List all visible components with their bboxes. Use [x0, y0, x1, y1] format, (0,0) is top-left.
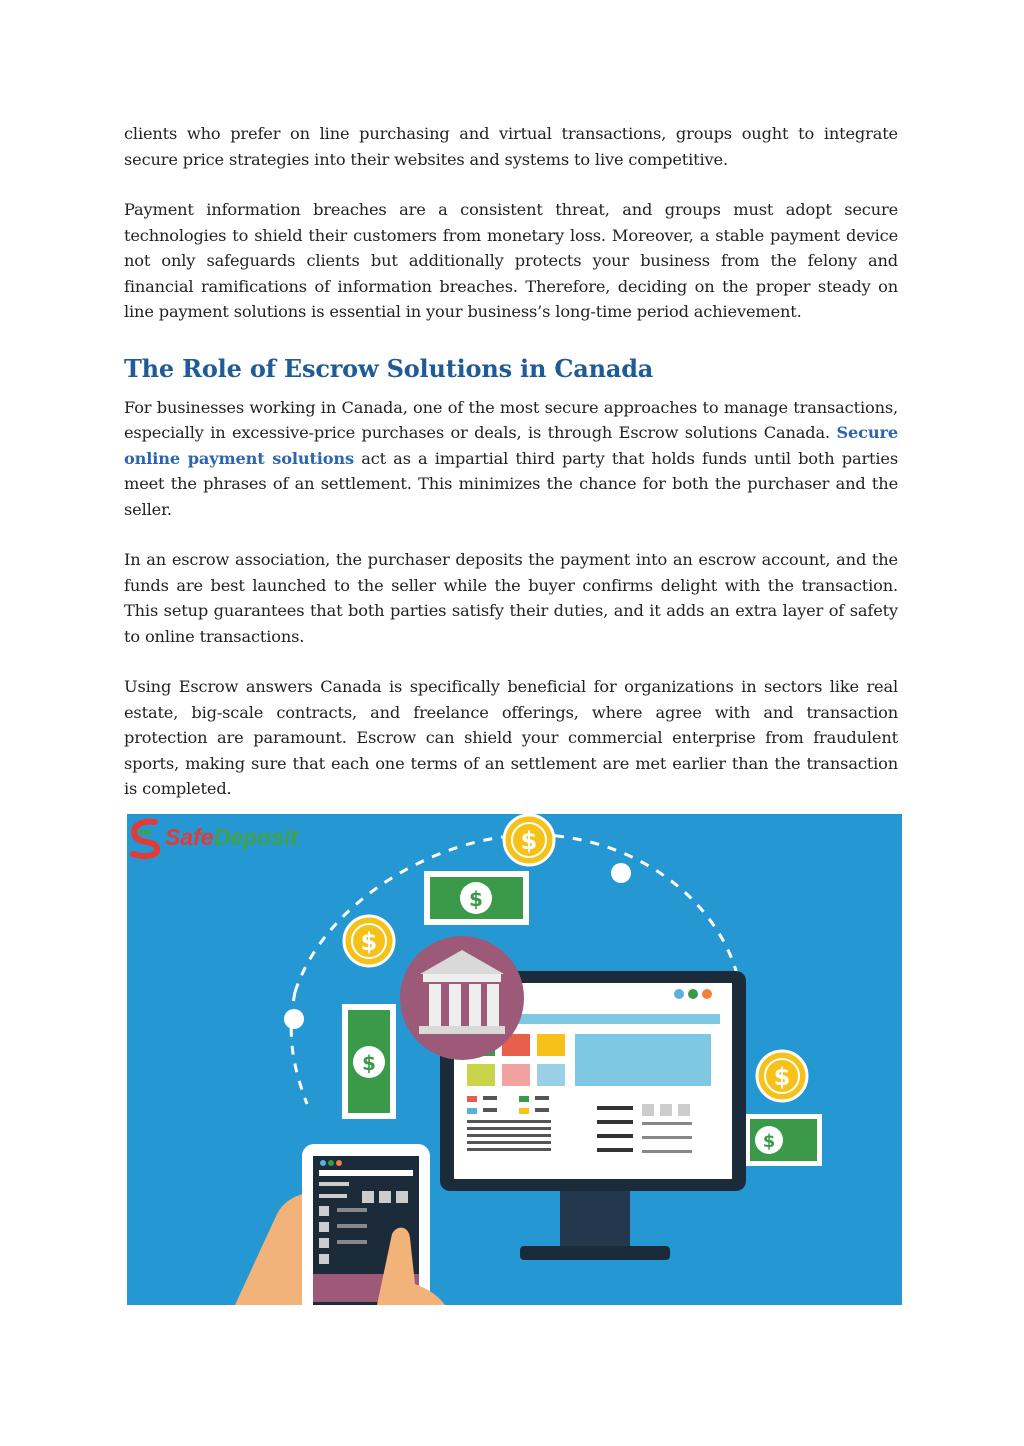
banknote-icon: [342, 1004, 396, 1119]
article-body: [124, 121, 898, 802]
section-heading: The Role of Escrow Solutions in Canada: [124, 353, 654, 383]
svg-text:$: $: [360, 928, 378, 956]
coin-icon: [757, 1051, 807, 1101]
secure-payment-link[interactable]: Secure online payment solutions: [124, 423, 898, 468]
section-paragraph-1: [124, 395, 898, 523]
banknote-icon: [745, 1114, 822, 1166]
intro-paragraph-1: clients who prefer on line purchasing and virtual transactions, groups ought to integrate secure price strategies into their websites and systems to live competitive.: [124, 124, 898, 169]
intro-paragraph-2: Payment information breaches are a consistent threat, and groups must adopt secure technologies to shield their customers from monetary loss. Moreover, a stable payment device not only safeguards clients but additionally protects your business from the felony and financial ramifications of information breaches. Therefore, deciding on the proper steady on line payment solutions is essential in your business’s long-time period achievement.: [124, 200, 898, 321]
bank-icon: [400, 936, 524, 1060]
section-paragraph-1-text-a: For businesses working in Canada, one of the most secure approaches to manage transactions, especially in excessive-price purchases or deals, is through Escrow solutions Canada.: [124, 397, 898, 442]
escrow-illustration: [127, 814, 902, 1305]
section-paragraph-2: In an escrow association, the purchaser deposits the payment into an escrow account, and the funds are best launched to the seller while the buyer confirms delight with the transaction. This setup guarantees that both parties satisfy their duties, and it adds an extra layer of safety to online transactions.: [124, 550, 898, 646]
svg-text:$: $: [762, 1131, 776, 1152]
section-paragraph-3: Using Escrow answers Canada is specifically beneficial for organizations in sectors like real estate, big-scale contracts, and freelance offerings, where agree with and transaction protection are paramount. Escrow can shield your commercial enterprise from fraudulent sports, making sure that each one terms of an settlement are met earlier than the transaction is completed.: [124, 677, 898, 798]
logo-s-icon: [133, 822, 157, 856]
tablet-with-hands-icon: [235, 1144, 445, 1305]
svg-text:$: $: [469, 887, 483, 911]
svg-text:$: $: [520, 827, 538, 855]
banknote-icon: [424, 871, 529, 925]
section-paragraph-1-text-b: act as a impartial third party that holds funds until both parties meet the phrases of an settlement. This minimizes the chance for both the purchaser and the seller.: [124, 448, 898, 519]
logo-text: SafeDeposit: [165, 824, 298, 850]
orbit-dot-icon: [284, 1009, 304, 1029]
dashed-orbit-line-lower: [291, 992, 307, 1104]
coin-icon: [344, 916, 394, 966]
svg-text:$: $: [773, 1063, 791, 1091]
svg-text:$: $: [362, 1051, 376, 1075]
orbit-dot-icon: [611, 863, 631, 883]
safedeposit-logo: [133, 822, 299, 856]
coin-icon: [504, 815, 554, 865]
